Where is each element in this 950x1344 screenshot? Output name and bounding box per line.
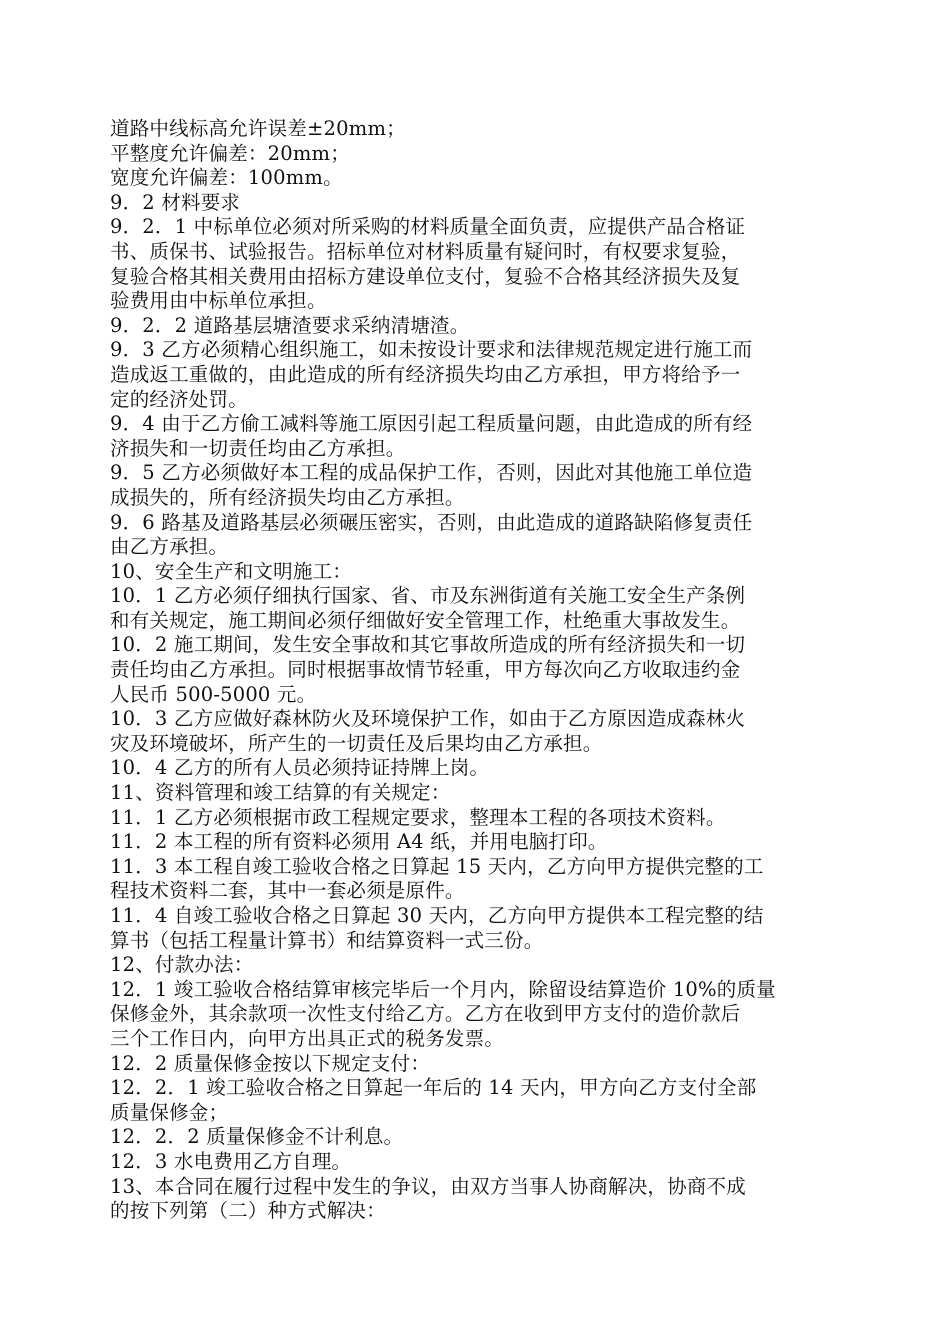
text-line: 质量保修金； bbox=[110, 1100, 229, 1124]
text-line: 10．4 乙方的所有人员必须持证持牌上岗。 bbox=[110, 756, 490, 780]
text-line: 9．3 乙方必须精心组织施工，如未按设计要求和法律规范规定进行施工而 bbox=[110, 338, 753, 362]
text-line: 12．2 质量保修金按以下规定支付： bbox=[110, 1051, 431, 1075]
text-line: 济损失和一切责任均由乙方承担。 bbox=[110, 436, 406, 460]
text-line: 平整度允许偏差：20mm； bbox=[110, 141, 350, 165]
text-line: 由乙方承担。 bbox=[110, 535, 229, 559]
text-line: 算书（包括工程量计算书）和结算资料一式三份。 bbox=[110, 928, 544, 952]
text-line: 书、质保书、试验报告。招标单位对材料质量有疑问时，有权要求复验， bbox=[110, 239, 741, 263]
text-line: 12．1 竣工验收合格结算审核完毕后一个月内，除留设结算造价 10%的质量 bbox=[110, 977, 776, 1001]
section-heading: 10、安全生产和文明施工： bbox=[110, 559, 352, 583]
text-line: 责任均由乙方承担。同时根据事故情节轻重，甲方每次向乙方收取违约金 bbox=[110, 658, 741, 682]
text-line: 定的经济处罚。 bbox=[110, 387, 248, 411]
text-line: 验费用由中标单位承担。 bbox=[110, 289, 327, 313]
document-body bbox=[110, 117, 840, 1224]
text-line: 人民币 500-5000 元。 bbox=[110, 682, 317, 706]
text-line: 的按下列第（二）种方式解决： bbox=[110, 1199, 386, 1223]
text-line: 9．2．1 中标单位必须对所采购的材料质量全面负责，应提供产品合格证 bbox=[110, 215, 746, 239]
section-heading: 11、资料管理和竣工结算的有关规定： bbox=[110, 781, 451, 805]
text-line: 复验合格其相关费用由招标方建设单位支付，复验不合格其经济损失及复 bbox=[110, 264, 741, 288]
text-line: 12．2．1 竣工验收合格之日算起一年后的 14 天内，甲方向乙方支付全部 bbox=[110, 1076, 757, 1100]
text-line: 10．1 乙方必须仔细执行国家、省、市及东洲街道有关施工安全生产条例 bbox=[110, 584, 746, 608]
text-line: 11．3 本工程自竣工验收合格之日算起 15 天内，乙方向甲方提供完整的工 bbox=[110, 854, 764, 878]
text-line: 11．4 自竣工验收合格之日算起 30 天内，乙方向甲方提供本工程完整的结 bbox=[110, 904, 764, 927]
text-line: 9．4 由于乙方偷工减料等施工原因引起工程质量问题，由此造成的所有经 bbox=[110, 412, 753, 436]
text-line: 9．6 路基及道路基层必须碾压密实，否则，由此造成的道路缺陷修复责任 bbox=[110, 510, 753, 534]
section-heading: 9．2 材料要求 bbox=[110, 190, 241, 214]
text-line: 11．1 乙方必须根据市政工程规定要求，整理本工程的各项技术资料。 bbox=[110, 805, 726, 829]
text-line: 10．3 乙方应做好森林防火及环境保护工作，如由于乙方原因造成森林火 bbox=[110, 707, 746, 731]
text-line: 造成返工重做的，由此造成的所有经济损失均由乙方承担，甲方将给予一 bbox=[110, 362, 741, 386]
text-line: 12．3 水电费用乙方自理。 bbox=[110, 1149, 352, 1173]
section-heading: 13、本合同在履行过程中发生的争议，由双方当事人协商解决，协商不成 bbox=[110, 1174, 746, 1198]
text-line: 程技术资料二套，其中一套必须是原件。 bbox=[110, 879, 465, 903]
text-line: 12．2．2 质量保修金不计利息。 bbox=[110, 1125, 404, 1149]
section-heading: 12、付款办法： bbox=[110, 953, 254, 977]
text-line: 和有关规定，施工期间必须仔细做好安全管理工作，杜绝重大事故发生。 bbox=[110, 608, 741, 632]
text-line: 道路中线标高允许误差±20mm； bbox=[110, 117, 406, 140]
text-line: 9．5 乙方必须做好本工程的成品保护工作，否则，因此对其他施工单位造 bbox=[110, 461, 753, 485]
text-line: 三个工作日内，向甲方出具正式的税务发票。 bbox=[110, 1026, 505, 1050]
text-line: 成损失的，所有经济损失均由乙方承担。 bbox=[110, 485, 465, 509]
text-line: 宽度允许偏差：100mm。 bbox=[110, 166, 343, 190]
text-line: 10．2 施工期间，发生安全事故和其它事故所造成的所有经济损失和一切 bbox=[110, 633, 746, 657]
text-line: 9．2．2 道路基层塘渣要求采纳清塘渣。 bbox=[110, 313, 470, 337]
text-line: 保修金外，其余款项一次性支付给乙方。乙方在收到甲方支付的造价款后 bbox=[110, 1002, 741, 1026]
text-line: 灾及环境破坏，所产生的一切责任及后果均由乙方承担。 bbox=[110, 731, 603, 755]
text-line: 11．2 本工程的所有资料必须用 A4 纸，并用电脑打印。 bbox=[110, 830, 608, 854]
